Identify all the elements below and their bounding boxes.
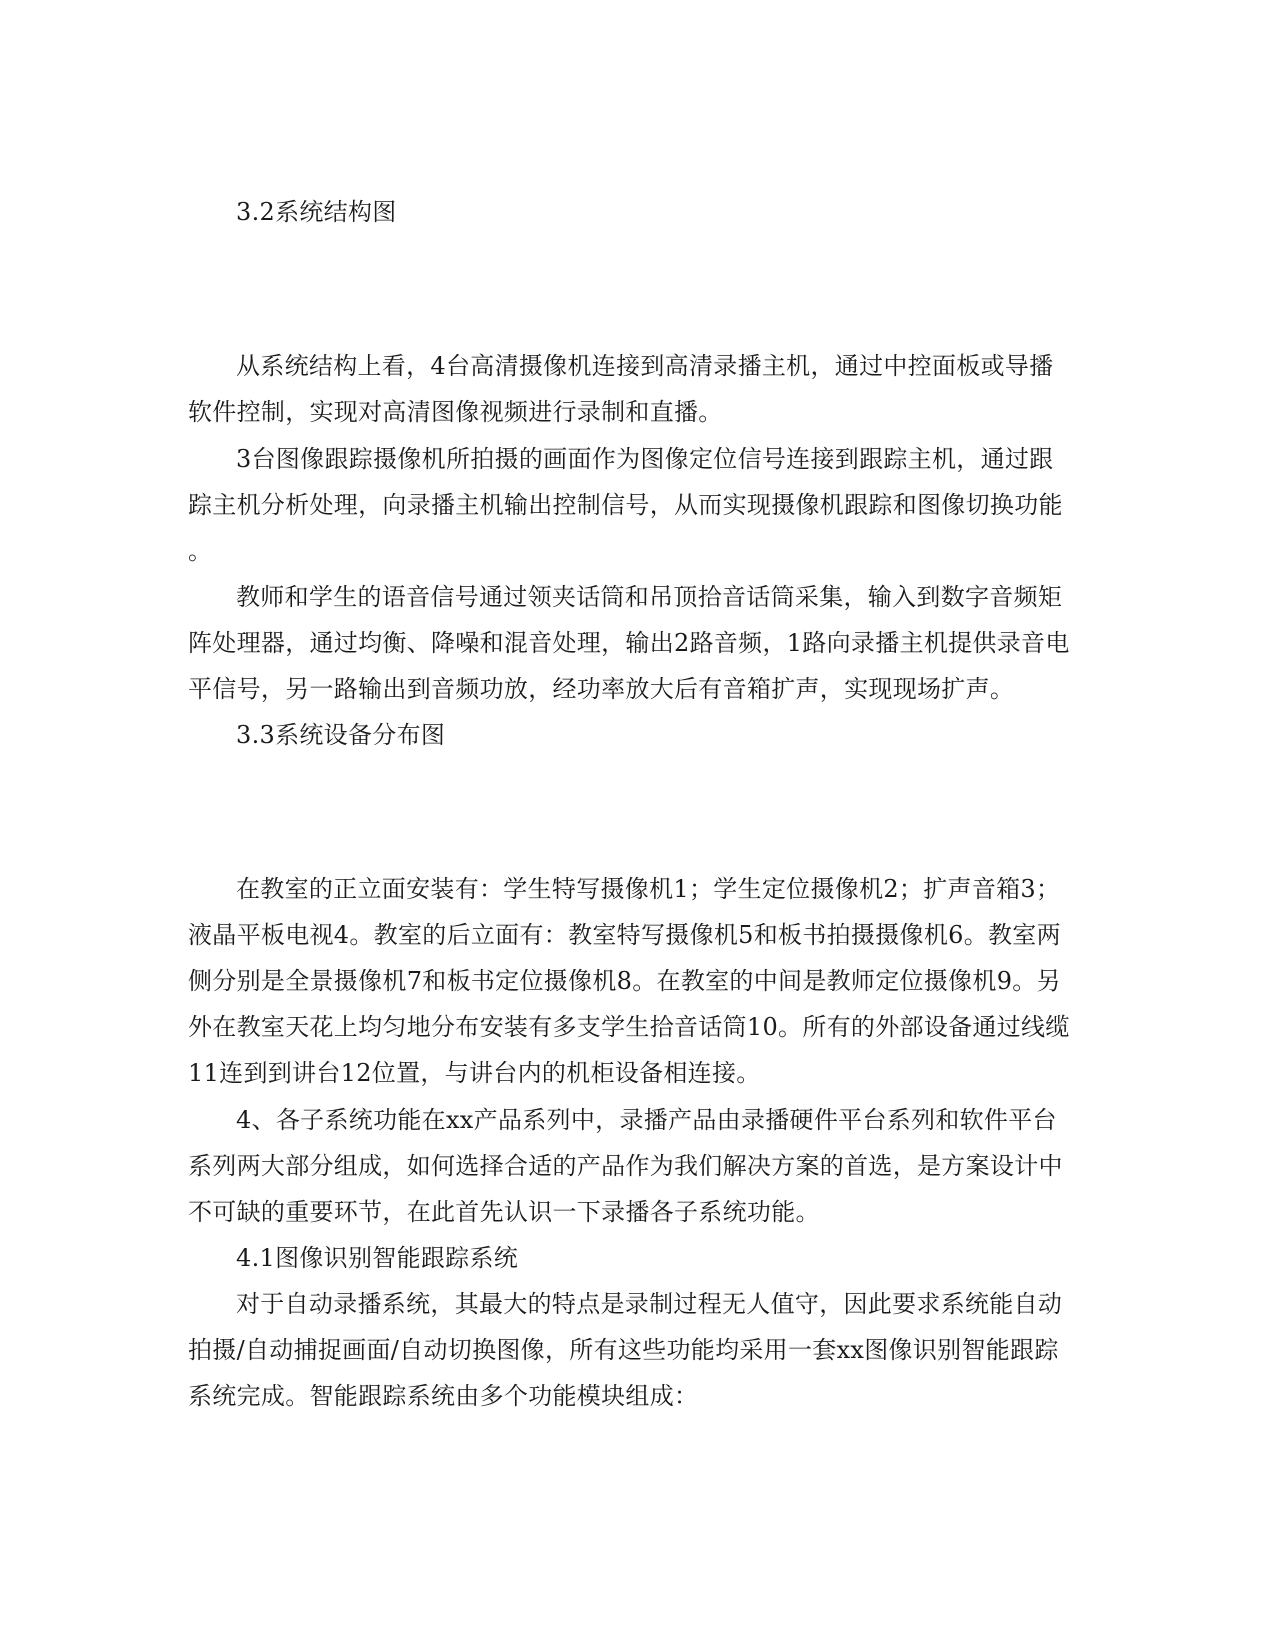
section-heading-3-2: 3.2系统结构图 — [236, 198, 397, 226]
paragraph-line: 液晶平板电视4。教室的后立面有：教室特写摄像机5和板书拍摄摄像机6。教室两 — [188, 921, 1061, 949]
paragraph-line: 拍摄/自动捕捉画面/自动切换图像，所有这些功能均采用一套xx图像识别智能跟踪 — [188, 1336, 1059, 1364]
paragraph-line: 踪主机分析处理，向录播主机输出控制信号，从而实现摄像机跟踪和图像切换功能 — [188, 491, 1063, 519]
section-heading-4-1: 4.1图像识别智能跟踪系统 — [236, 1244, 519, 1272]
paragraph-line: 平信号，另一路输出到音频功放，经功率放大后有音箱扩声，实现现场扩声。 — [188, 675, 1015, 703]
paragraph-line: 从系统结构上看，4台高清摄像机连接到高清录播主机，通过中控面板或导播 — [236, 352, 1054, 380]
paragraph-line: 不可缺的重要环节，在此首先认识一下录播各子系统功能。 — [188, 1198, 820, 1226]
paragraph-line: 3台图像跟踪摄像机所拍摄的画面作为图像定位信号连接到跟踪主机，通过跟 — [236, 445, 1054, 473]
paragraph-line: 系统完成。智能跟踪系统由多个功能模块组成： — [188, 1382, 699, 1410]
section-heading-3-3: 3.3系统设备分布图 — [236, 721, 446, 749]
paragraph-line: 系列两大部分组成，如何选择合适的产品作为我们解决方案的首选，是方案设计中 — [188, 1152, 1063, 1180]
paragraph-line: 软件控制，实现对高清图像视频进行录制和直播。 — [188, 398, 723, 426]
paragraph-line: 对于自动录播系统，其最大的特点是录制过程无人值守，因此要求系统能自动 — [236, 1290, 1063, 1318]
paragraph-line: 侧分别是全景摄像机7和板书定位摄像机8。在教室的中间是教师定位摄像机9。另 — [188, 967, 1061, 995]
paragraph-line: 。 — [188, 537, 213, 565]
paragraph-line: 外在教室天花上均匀地分布安装有多支学生拾音话筒10。所有的外部设备通过线缆 — [188, 1013, 1070, 1041]
paragraph-line: 教师和学生的语音信号通过领夹话筒和吊顶拾音话筒采集，输入到数字音频矩 — [236, 583, 1063, 611]
paragraph-line: 阵处理器，通过均衡、降噪和混音处理，输出2路音频，1路向录播主机提供录音电 — [188, 629, 1070, 657]
paragraph-line: 11连到到讲台12位置，与讲台内的机柜设备相连接。 — [188, 1059, 761, 1087]
paragraph-line: 在教室的正立面安装有：学生特写摄像机1；学生定位摄像机2；扩声音箱3； — [236, 875, 1061, 903]
paragraph-line: 4、各子系统功能在xx产品系列中，录播产品由录播硬件平台系列和软件平台 — [236, 1106, 1057, 1134]
